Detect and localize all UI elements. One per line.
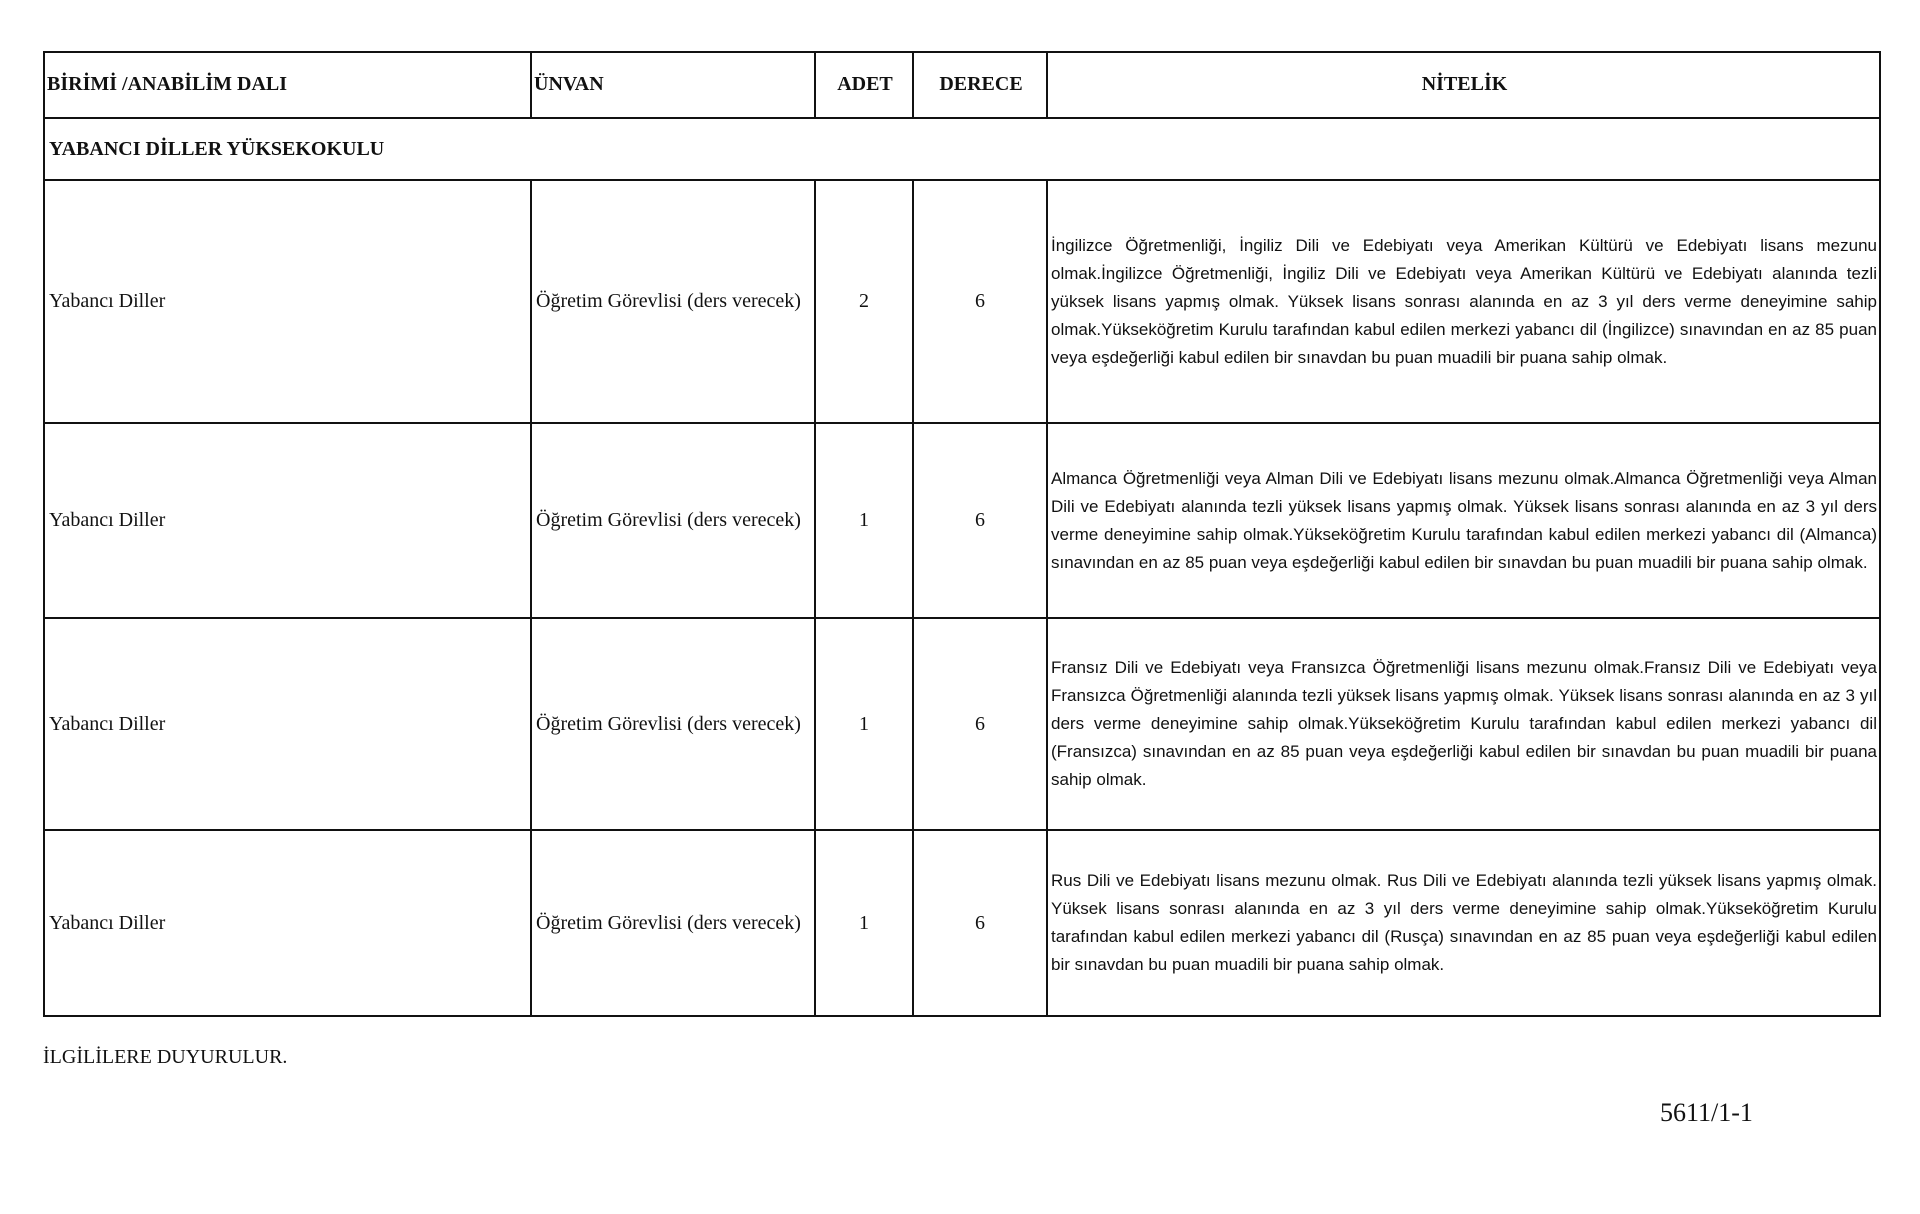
cell-birim bbox=[44, 423, 531, 618]
cell-derece bbox=[913, 180, 1047, 423]
nitelik-text: İngilizce Öğretmenliği, İngiliz Dili ve Edebiyatı veya Amerikan Kültürü ve Edebiyatı lisans mezunu olmak.İngilizce Öğretmenliği, İngiliz Dili ve Edebiyatı veya Amerikan Kültürü ve Edebiyatı alanında tezli yüksek lisans yapmış olmak. Yüksek lisans sonrası alanında en az 3 yıl ders verme deneyimine sahip olmak.Yükseköğretim Kurulu tarafından kabul edilen merkezi yabancı dil (İngilizce) sınavından en az 85 puan veya eşdeğerliği kabul edilen bir sınavdan bu puan muadili bir puana sahip olmak. bbox=[1051, 235, 1877, 367]
nitelik-text: Almanca Öğretmenliği veya Alman Dili ve Edebiyatı lisans mezunu olmak.Almanca Öğretmenliği veya Alman Dili ve Edebiyatı alanında tezli yüksek lisans yapmış olmak. Yüksek lisans sonrası alanında en az 3 yıl ders verme deneyimine sahip olmak.Yükseköğretim Kurulu tarafından kabul edilen merkezi yabancı dil (Almanca) sınavından en az 85 puan veya eşdeğerliği kabul edilen bir sınavdan bu puan muadili bir puana sahip olmak. bbox=[1051, 468, 1877, 572]
cell-unvan bbox=[531, 180, 815, 423]
cell-adet bbox=[815, 423, 913, 618]
cell-unvan bbox=[531, 423, 815, 618]
derece-value: 6 bbox=[975, 712, 985, 735]
adet-value: 2 bbox=[859, 290, 869, 312]
cell-derece bbox=[913, 423, 1047, 618]
nitelik-text: Fransız Dili ve Edebiyatı veya Fransızca Öğretmenliği lisans mezunu olmak.Fransız Dili ve Edebiyatı veya Fransızca Öğretmenliği alanında tezli yüksek lisans yapmış olmak. Yüksek lisans sonrası alanında en az 3 yıl ders verme deneyimine sahip olmak.Yükseköğretim Kurulu tarafından kabul edilen merkezi yabancı dil (Fransızca) sınavından en az 85 puan veya eşdeğerliği kabul edilen bir sınavdan bu puan muadili bir puana sahip olmak. bbox=[1051, 658, 1877, 789]
unvan-value: Öğretim Görevlisi (ders verecek) bbox=[536, 712, 801, 735]
derece-value: 6 bbox=[975, 911, 985, 934]
unvan-value: Öğretim Görevlisi (ders verecek) bbox=[536, 290, 801, 312]
cell-nitelik bbox=[1047, 423, 1880, 618]
header-derece-label: DERECE bbox=[939, 72, 1023, 95]
header-birim-label: BİRİMİ /ANABİLİM DALI bbox=[47, 72, 288, 95]
cell-derece bbox=[913, 618, 1047, 830]
derece-value: 6 bbox=[975, 509, 985, 531]
birim-value: Yabancı Diller bbox=[49, 911, 166, 934]
derece-value: 6 bbox=[975, 290, 985, 312]
adet-value: 1 bbox=[859, 712, 869, 735]
birim-value: Yabancı Diller bbox=[49, 509, 166, 531]
unvan-value: Öğretim Görevlisi (ders verecek) bbox=[536, 509, 801, 531]
cell-adet bbox=[815, 830, 913, 1016]
document-number: 5611/1-1 bbox=[1660, 1098, 1753, 1127]
table-row bbox=[44, 180, 1880, 423]
adet-value: 1 bbox=[859, 911, 869, 934]
cell-birim bbox=[44, 618, 531, 830]
unvan-value: Öğretim Görevlisi (ders verecek) bbox=[536, 911, 801, 934]
adet-value: 1 bbox=[859, 509, 869, 531]
section-row bbox=[44, 118, 1880, 180]
header-nitelik bbox=[1047, 52, 1880, 118]
header-adet-label: ADET bbox=[837, 72, 893, 95]
cell-nitelik bbox=[1047, 180, 1880, 423]
header-derece bbox=[913, 52, 1047, 118]
cell-unvan bbox=[531, 830, 815, 1016]
table-row bbox=[44, 830, 1880, 1016]
header-adet bbox=[815, 52, 913, 118]
table-row bbox=[44, 618, 1880, 830]
cell-derece bbox=[913, 830, 1047, 1016]
cell-nitelik bbox=[1047, 618, 1880, 830]
announcement-text: İLGİLİLERE DUYURULUR. bbox=[43, 1046, 288, 1068]
section-title: YABANCI DİLLER YÜKSEKOKULU bbox=[49, 137, 385, 160]
cell-nitelik bbox=[1047, 830, 1880, 1016]
header-birim bbox=[44, 52, 531, 118]
nitelik-text: Rus Dili ve Edebiyatı lisans mezunu olmak. Rus Dili ve Edebiyatı alanında tezli yüksek lisans yapmış olmak. Yüksek lisans sonrası alanında en az 3 yıl ders verme deneyimine sahip olmak.Yükseköğretim Kurulu tarafından kabul edilen merkezi yabancı dil (Rusça) sınavından en az 85 puan veya eşdeğerliği kabul edilen bir sınavdan bu puan muadili bir puana sahip olmak. bbox=[1051, 871, 1877, 974]
birim-value: Yabancı Diller bbox=[49, 712, 166, 735]
staff-requirements-table bbox=[43, 51, 1881, 1017]
table-row bbox=[44, 423, 1880, 618]
birim-value: Yabancı Diller bbox=[49, 290, 166, 312]
header-unvan-label: ÜNVAN bbox=[534, 72, 604, 95]
cell-adet bbox=[815, 618, 913, 830]
header-unvan bbox=[531, 52, 815, 118]
cell-birim bbox=[44, 180, 531, 423]
table-header-row bbox=[44, 52, 1880, 118]
header-nitelik-label: NİTELİK bbox=[1421, 72, 1508, 95]
cell-unvan bbox=[531, 618, 815, 830]
cell-adet bbox=[815, 180, 913, 423]
cell-birim bbox=[44, 830, 531, 1016]
section-cell bbox=[44, 118, 1880, 180]
